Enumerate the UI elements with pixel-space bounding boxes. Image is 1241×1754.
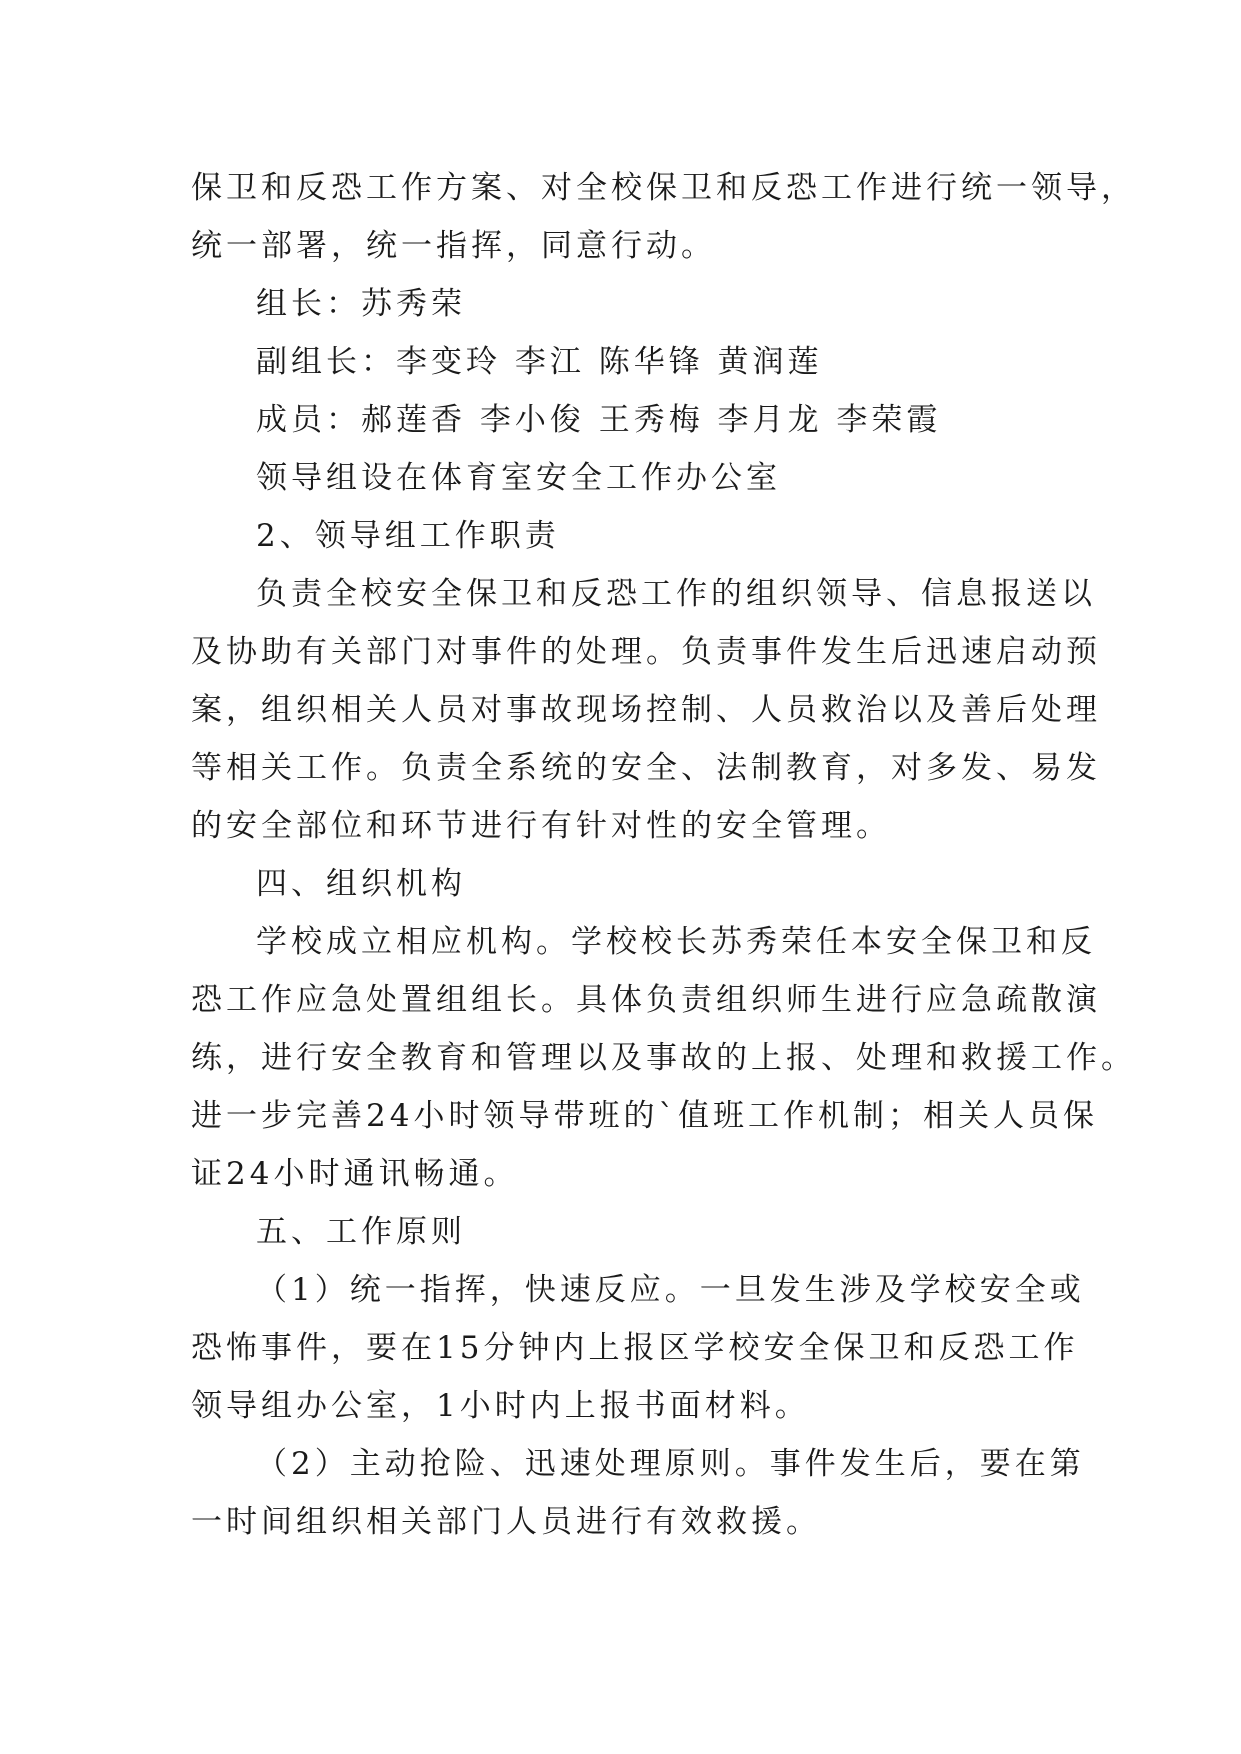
text-line: 成员：郝莲香 李小俊 王秀梅 李月龙 李荣霞	[256, 402, 942, 438]
text-line: 的安全部位和环节进行有针对性的安全管理。	[191, 808, 891, 844]
section-heading: 四、组织机构	[256, 866, 466, 902]
text-line: 领导组设在体育室安全工作办公室	[256, 460, 781, 496]
text-line: 保卫和反恐工作方案、对全校保卫和反恐工作进行统一领导，	[191, 170, 1136, 206]
section-heading: 2、领导组工作职责	[256, 518, 560, 554]
text-line: 等相关工作。负责全系统的安全、法制教育，对多发、易发	[191, 750, 1101, 786]
section-heading: 五、工作原则	[256, 1214, 466, 1250]
text-line: 负责全校安全保卫和反恐工作的组织领导、信息报送以	[256, 576, 1096, 612]
text-line: 统一部署，统一指挥，同意行动。	[191, 228, 716, 264]
text-line: 副组长：李变玲 李江 陈华锋 黄润莲	[256, 344, 823, 380]
text-line: 一时间组织相关部门人员进行有效救援。	[191, 1504, 821, 1540]
text-line: 进一步完善24小时领导带班的`值班工作机制；相关人员保	[191, 1098, 1098, 1134]
text-line: 恐怖事件，要在15分钟内上报区学校安全保卫和反恐工作	[191, 1330, 1079, 1366]
text-line: 学校成立相应机构。学校校长苏秀荣任本安全保卫和反	[256, 924, 1096, 960]
text-line: 证24小时通讯畅通。	[191, 1156, 519, 1192]
text-line: 案，组织相关人员对事故现场控制、人员救治以及善后处理	[191, 692, 1101, 728]
text-line: （1）统一指挥，快速反应。一旦发生涉及学校安全或	[256, 1272, 1085, 1308]
text-line: 组长：苏秀荣	[256, 286, 466, 322]
text-line: （2）主动抢险、迅速处理原则。事件发生后，要在第	[256, 1446, 1085, 1482]
text-line: 及协助有关部门对事件的处理。负责事件发生后迅速启动预	[191, 634, 1101, 670]
text-line: 恐工作应急处置组组长。具体负责组织师生进行应急疏散演	[191, 982, 1101, 1018]
text-line: 练，进行安全教育和管理以及事故的上报、处理和救援工作。	[191, 1040, 1136, 1076]
text-line: 领导组办公室，1小时内上报书面材料。	[191, 1388, 810, 1424]
